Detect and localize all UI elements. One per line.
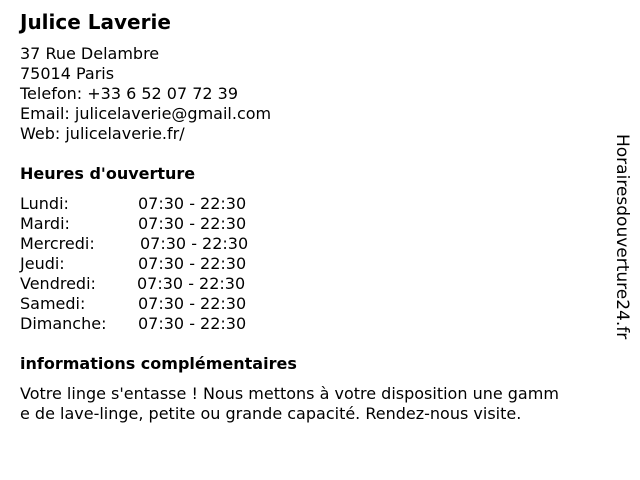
day-label: Samedi: (20, 294, 86, 313)
time-range: 07:30 - 22:30 (140, 234, 249, 253)
description-text: Votre linge s'entasse ! Nous mettons à votre disposition une gamme de lave-linge, petite ou grande capacité. Rendez-nous visite. (20, 384, 559, 423)
day-label: Mardi: (20, 214, 70, 233)
info-title: informations complémentaires (20, 354, 297, 373)
hours-row (20, 314, 280, 334)
day-label: Lundi: (20, 194, 69, 213)
day-label: Vendredi: (20, 274, 96, 293)
contact-block (20, 44, 271, 144)
time-range: 07:30 - 22:30 (138, 194, 247, 213)
phone-text: Telefon: +33 6 52 07 72 39 (20, 84, 239, 103)
hours-title: Heures d'ouverture (20, 164, 196, 183)
hours-row (20, 194, 280, 214)
hours-row (20, 274, 280, 294)
time-range: 07:30 - 22:30 (138, 294, 247, 313)
hours-table (20, 194, 280, 334)
web-text: Web: julicelaverie.fr/ (20, 124, 185, 143)
time-range: 07:30 - 22:30 (138, 214, 247, 233)
email-text: Email: julicelaverie@gmail.com (20, 104, 272, 123)
hours-row (20, 214, 280, 234)
business-name: Julice Laverie (20, 10, 171, 34)
hours-row (20, 234, 280, 254)
address-city: 75014 Paris (20, 64, 115, 83)
day-label: Dimanche: (20, 314, 107, 333)
time-range: 07:30 - 22:30 (138, 254, 247, 273)
day-label: Mercredi: (20, 234, 95, 253)
time-range: 07:30 - 22:30 (138, 314, 247, 333)
address-street: 37 Rue Delambre (20, 44, 160, 63)
hours-row (20, 294, 280, 314)
hours-row (20, 254, 280, 274)
day-label: Jeudi: (20, 254, 65, 273)
site-watermark: Horairesdouverture24.fr (612, 134, 632, 340)
time-range: 07:30 - 22:30 (137, 274, 246, 293)
